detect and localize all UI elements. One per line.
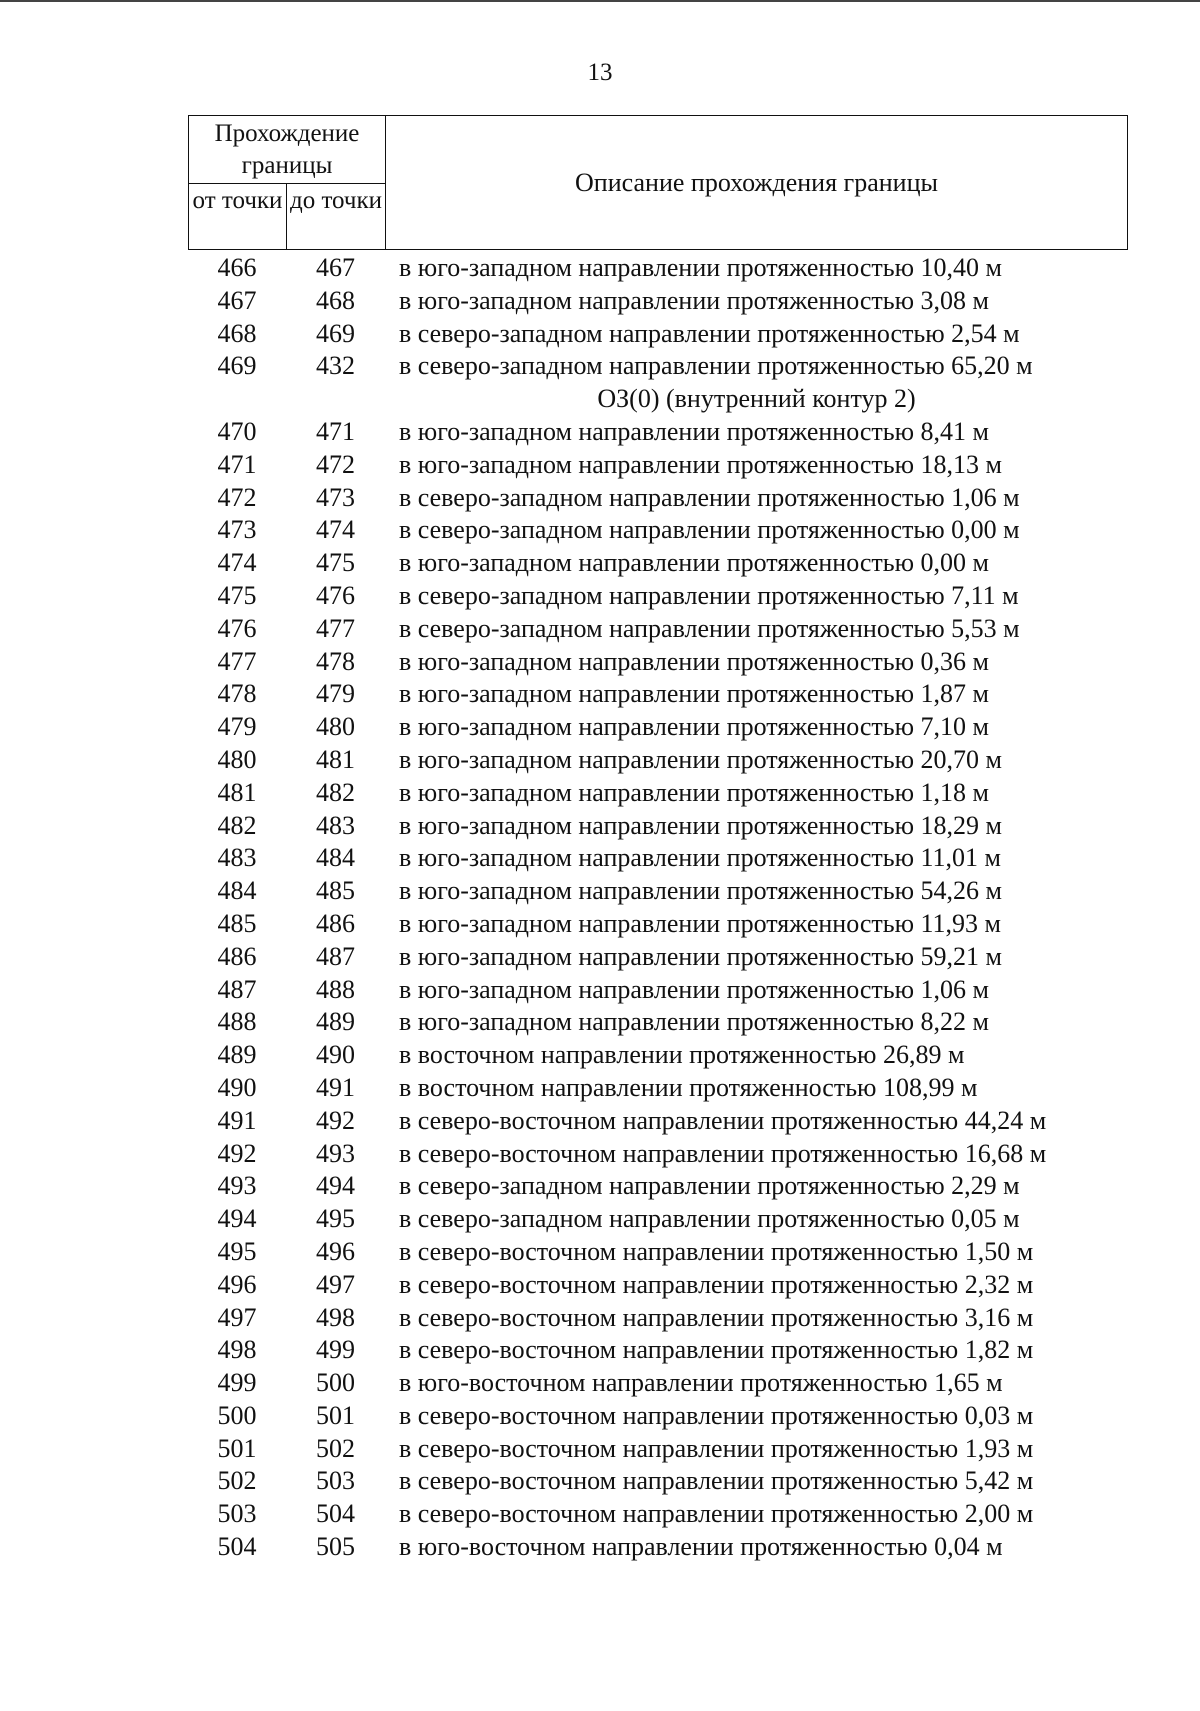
from-point-cell: 490 xyxy=(217,1072,257,1102)
from-point-cell: 477 xyxy=(217,646,257,676)
top-rule xyxy=(0,0,1200,2)
table-row xyxy=(188,908,1128,941)
table-row xyxy=(188,613,1128,646)
to-point-cell: 504 xyxy=(316,1499,355,1529)
from-point-cell: 480 xyxy=(217,744,257,774)
header-description-label: Описание прохождения границы xyxy=(575,167,938,197)
description-cell: в юго-западном направлении протяженностью 1,87 м xyxy=(399,679,989,709)
to-point-cell: 481 xyxy=(316,744,355,774)
to-point-cell: 489 xyxy=(316,1007,355,1037)
table-row xyxy=(188,416,1128,449)
description-cell: в северо-западном направлении протяженностью 2,29 м xyxy=(399,1171,1020,1201)
from-point-cell: 500 xyxy=(217,1400,257,1430)
to-point-cell: 497 xyxy=(316,1269,355,1299)
from-point-cell: 486 xyxy=(217,941,257,971)
description-cell: в северо-восточном направлении протяженностью 5,42 м xyxy=(399,1466,1034,1496)
to-point-cell: 505 xyxy=(316,1532,355,1562)
from-point-cell: 504 xyxy=(217,1532,257,1562)
description-cell: в северо-западном направлении протяженностью 5,53 м xyxy=(399,613,1020,643)
to-point-cell: 469 xyxy=(316,318,355,348)
from-point-cell: 484 xyxy=(217,876,257,906)
table-row xyxy=(188,350,1128,383)
table-row xyxy=(188,1334,1128,1367)
from-point-cell: 502 xyxy=(217,1466,257,1496)
header-from-point: от точки xyxy=(189,184,287,250)
from-point-cell: 488 xyxy=(217,1007,257,1037)
from-point-cell: 473 xyxy=(217,515,257,545)
description-cell: в северо-восточном направлении протяженностью 44,24 м xyxy=(399,1105,1047,1135)
to-point-cell: 498 xyxy=(316,1302,355,1332)
from-point-cell: 492 xyxy=(217,1138,257,1168)
table-row xyxy=(188,1236,1128,1269)
header-boundary-passage: Прохождение границы xyxy=(189,116,386,184)
description-cell: в юго-западном направлении протяженностью 0,36 м xyxy=(399,646,989,676)
to-point-cell: 473 xyxy=(316,482,355,512)
from-point-cell: 483 xyxy=(217,843,257,873)
description-cell: в юго-западном направлении протяженностью 7,10 м xyxy=(399,712,989,742)
description-cell: в юго-восточном направлении протяженностью 1,65 м xyxy=(399,1368,1003,1398)
table-row xyxy=(188,1072,1128,1105)
table-row xyxy=(188,875,1128,908)
description-cell: в северо-западном направлении протяженностью 0,05 м xyxy=(399,1204,1020,1234)
to-point-cell: 491 xyxy=(316,1072,355,1102)
table-row xyxy=(188,1203,1128,1236)
table-row xyxy=(188,547,1128,580)
table-row xyxy=(188,285,1128,318)
to-point-cell: 476 xyxy=(316,580,355,610)
table-row xyxy=(188,1367,1128,1400)
table-row xyxy=(188,1302,1128,1335)
description-cell: в северо-западном направлении протяженностью 0,00 м xyxy=(399,515,1020,545)
to-point-cell: 475 xyxy=(316,548,355,578)
to-point-cell: 480 xyxy=(316,712,355,742)
from-point-cell: 476 xyxy=(217,613,257,643)
table-row xyxy=(188,810,1128,843)
description-cell: в восточном направлении протяженностью 26,89 м xyxy=(399,1040,965,1070)
to-point-cell: 488 xyxy=(316,974,355,1004)
header-to-point: до точки xyxy=(287,184,386,250)
from-point-cell: 482 xyxy=(217,810,257,840)
table-row xyxy=(188,1138,1128,1171)
table-row xyxy=(188,646,1128,679)
table-row xyxy=(188,1465,1128,1498)
description-cell: в юго-западном направлении протяженностью 59,21 м xyxy=(399,941,1002,971)
description-cell: в северо-восточном направлении протяженностью 1,50 м xyxy=(399,1236,1034,1266)
from-point-cell: 468 xyxy=(217,318,257,348)
to-point-cell: 495 xyxy=(316,1204,355,1234)
from-point-cell: 466 xyxy=(217,253,257,282)
section-heading: ОЗ(0) (внутренний контур 2) xyxy=(597,384,916,414)
from-point-cell: 485 xyxy=(217,908,257,938)
to-point-cell: 502 xyxy=(316,1433,355,1463)
from-point-cell: 489 xyxy=(217,1040,257,1070)
table-row xyxy=(188,777,1128,810)
from-point-cell: 497 xyxy=(217,1302,257,1332)
description-cell: в северо-западном направлении протяженностью 1,06 м xyxy=(399,482,1020,512)
description-cell: в юго-западном направлении протяженностью 18,29 м xyxy=(399,810,1002,840)
to-point-cell: 492 xyxy=(316,1105,355,1135)
to-point-cell: 474 xyxy=(316,515,355,545)
table-row xyxy=(188,1400,1128,1433)
from-point-cell: 495 xyxy=(217,1236,257,1266)
to-point-cell: 479 xyxy=(316,679,355,709)
from-point-cell: 467 xyxy=(217,285,257,315)
to-point-cell: 482 xyxy=(316,777,355,807)
table-row xyxy=(188,514,1128,547)
from-point-cell: 481 xyxy=(217,777,257,807)
table-row xyxy=(188,1498,1128,1531)
header-description xyxy=(386,116,1127,249)
description-cell: в северо-восточном направлении протяженностью 1,82 м xyxy=(399,1335,1034,1365)
from-point-cell: 474 xyxy=(217,548,257,578)
table-row xyxy=(188,941,1128,974)
description-cell: в юго-западном направлении протяженностью 54,26 м xyxy=(399,876,1002,906)
to-point-cell: 494 xyxy=(316,1171,355,1201)
table-row xyxy=(188,1006,1128,1039)
table-row xyxy=(188,482,1128,515)
to-point-cell: 471 xyxy=(316,416,355,446)
description-cell: в юго-западном направлении протяженностью 8,22 м xyxy=(399,1007,989,1037)
description-cell: в северо-западном направлении протяженностью 7,11 м xyxy=(399,580,1019,610)
table-row xyxy=(188,1039,1128,1072)
description-cell: в юго-западном направлении протяженностью 20,70 м xyxy=(399,744,1002,774)
table-row xyxy=(188,711,1128,744)
description-cell: в юго-западном направлении протяженностью 11,01 м xyxy=(399,843,1002,873)
description-cell: в юго-западном направлении протяженностью 18,13 м xyxy=(399,449,1002,479)
from-point-cell: 503 xyxy=(217,1499,257,1529)
from-point-cell: 471 xyxy=(217,449,257,479)
description-cell: в юго-западном направлении протяженностью 3,08 м xyxy=(399,285,989,315)
table-row xyxy=(188,1433,1128,1466)
to-point-cell: 485 xyxy=(316,876,355,906)
table-row xyxy=(188,1269,1128,1302)
description-cell: в юго-западном направлении протяженностью 1,18 м xyxy=(399,777,989,807)
to-point-cell: 500 xyxy=(316,1368,355,1398)
from-point-cell: 493 xyxy=(217,1171,257,1201)
description-cell: в юго-западном направлении протяженностью 1,06 м xyxy=(399,974,989,1004)
from-point-cell: 498 xyxy=(217,1335,257,1365)
table-row xyxy=(188,744,1128,777)
description-cell: в юго-восточном направлении протяженностью 0,04 м xyxy=(399,1532,1003,1562)
from-point-cell: 470 xyxy=(217,416,257,446)
to-point-cell: 503 xyxy=(316,1466,355,1496)
description-cell: в юго-западном направлении протяженностью 10,40 м xyxy=(399,253,1002,282)
to-point-cell: 499 xyxy=(316,1335,355,1365)
description-cell: в восточном направлении протяженностью 108,99 м xyxy=(399,1072,978,1102)
description-cell: в северо-западном направлении протяженностью 2,54 м xyxy=(399,318,1020,348)
table-row xyxy=(188,1170,1128,1203)
table-header xyxy=(188,115,1128,250)
table-row xyxy=(188,1105,1128,1138)
description-cell: в северо-восточном направлении протяженностью 16,68 м xyxy=(399,1138,1047,1168)
description-cell: в северо-восточном направлении протяженностью 0,03 м xyxy=(399,1400,1034,1430)
from-point-cell: 496 xyxy=(217,1269,257,1299)
table-row xyxy=(188,449,1128,482)
from-point-cell: 501 xyxy=(217,1433,257,1463)
to-point-cell: 432 xyxy=(316,351,355,381)
description-cell: в северо-восточном направлении протяженностью 2,32 м xyxy=(399,1269,1034,1299)
to-point-cell: 496 xyxy=(316,1236,355,1266)
from-point-cell: 494 xyxy=(217,1204,257,1234)
from-point-cell: 487 xyxy=(217,974,257,1004)
from-point-cell: 469 xyxy=(217,351,257,381)
to-point-cell: 484 xyxy=(316,843,355,873)
table-row xyxy=(188,580,1128,613)
table-row xyxy=(188,678,1128,711)
from-point-cell: 472 xyxy=(217,482,257,512)
to-point-cell: 477 xyxy=(316,613,355,643)
page-number: 13 xyxy=(587,59,613,86)
to-point-cell: 486 xyxy=(316,908,355,938)
from-point-cell: 478 xyxy=(217,679,257,709)
table-row xyxy=(188,1531,1128,1564)
to-point-cell: 483 xyxy=(316,810,355,840)
to-point-cell: 478 xyxy=(316,646,355,676)
to-point-cell: 472 xyxy=(316,449,355,479)
to-point-cell: 490 xyxy=(316,1040,355,1070)
to-point-cell: 493 xyxy=(316,1138,355,1168)
table-row xyxy=(188,318,1128,351)
from-point-cell: 479 xyxy=(217,712,257,742)
to-point-cell: 467 xyxy=(316,253,355,282)
description-cell: в юго-западном направлении протяженностью 8,41 м xyxy=(399,416,989,446)
description-cell: в юго-западном направлении протяженностью 0,00 м xyxy=(399,548,989,578)
to-point-cell: 468 xyxy=(316,285,355,315)
description-cell: в северо-восточном направлении протяженностью 1,93 м xyxy=(399,1433,1034,1463)
table-row xyxy=(188,974,1128,1007)
description-cell: в северо-восточном направлении протяженностью 2,00 м xyxy=(399,1499,1034,1529)
from-point-cell: 475 xyxy=(217,580,257,610)
boundary-table-body xyxy=(188,252,1128,1564)
from-point-cell: 491 xyxy=(217,1105,257,1135)
table-row xyxy=(188,252,1128,285)
table-row xyxy=(188,842,1128,875)
to-point-cell: 487 xyxy=(316,941,355,971)
description-cell: в северо-западном направлении протяженностью 65,20 м xyxy=(399,351,1033,381)
description-cell: в юго-западном направлении протяженностью 11,93 м xyxy=(399,908,1002,938)
to-point-cell: 501 xyxy=(316,1400,355,1430)
from-point-cell: 499 xyxy=(217,1368,257,1398)
description-cell: в северо-восточном направлении протяженностью 3,16 м xyxy=(399,1302,1034,1332)
